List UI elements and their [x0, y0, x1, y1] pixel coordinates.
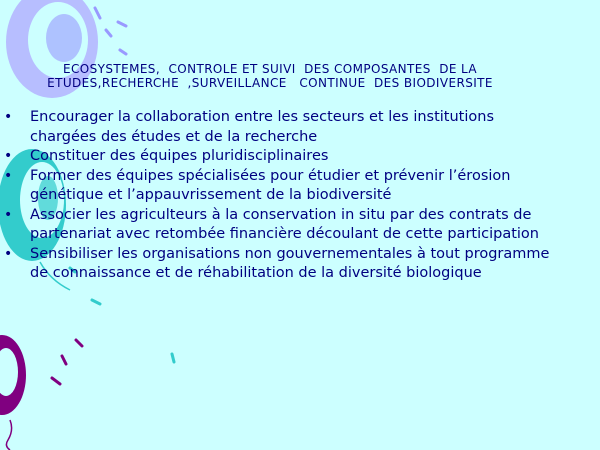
- bullet-dot-icon: •: [4, 206, 13, 223]
- bullet-text: Associer les agriculteurs à la conservation in situ par des contrats de partenariat avec retombée financière découlant de cette participation: [30, 206, 539, 242]
- bullet-dot-icon: •: [4, 167, 13, 184]
- bullet-text: Sensibiliser les organisations non gouvernementales à tout programme de connaissance et de réhabilitation de la diversité biologique: [30, 245, 550, 281]
- bullet-item: [0, 147, 560, 167]
- bullet-dot-icon: •: [4, 245, 13, 262]
- balloon-string-icon: [6, 420, 11, 450]
- bullet-item: [0, 206, 560, 245]
- bullet-dot-icon: •: [4, 148, 13, 164]
- bullet-text: Encourager la collaboration entre les secteurs et les institutions chargées des études et de la recherche: [30, 109, 495, 145]
- bullet-dot-icon: •: [4, 109, 13, 125]
- bullet-list: [0, 108, 560, 284]
- slide-title: [0, 62, 540, 90]
- bullet-item: [0, 108, 560, 147]
- purple-balloon-icon: [0, 335, 26, 415]
- bullet-text: Constituer des équipes pluridisciplinaires: [30, 148, 329, 164]
- bullet-item: [0, 245, 560, 284]
- slide-title-line-1: ECOSYSTEMES, CONTROLE ET SUIVI DES COMPOSANTES DE LA: [62, 62, 478, 76]
- bullet-text: Former des équipes spécialisées pour étudier et prévenir l’érosion génétique et l’appauvrissement de la biodiversité: [30, 167, 511, 203]
- slide-title-line-2: ETUDES,RECHERCHE ,SURVEILLANCE CONTINUE DES BIODIVERSITE: [47, 76, 493, 90]
- bullet-item: [0, 167, 560, 206]
